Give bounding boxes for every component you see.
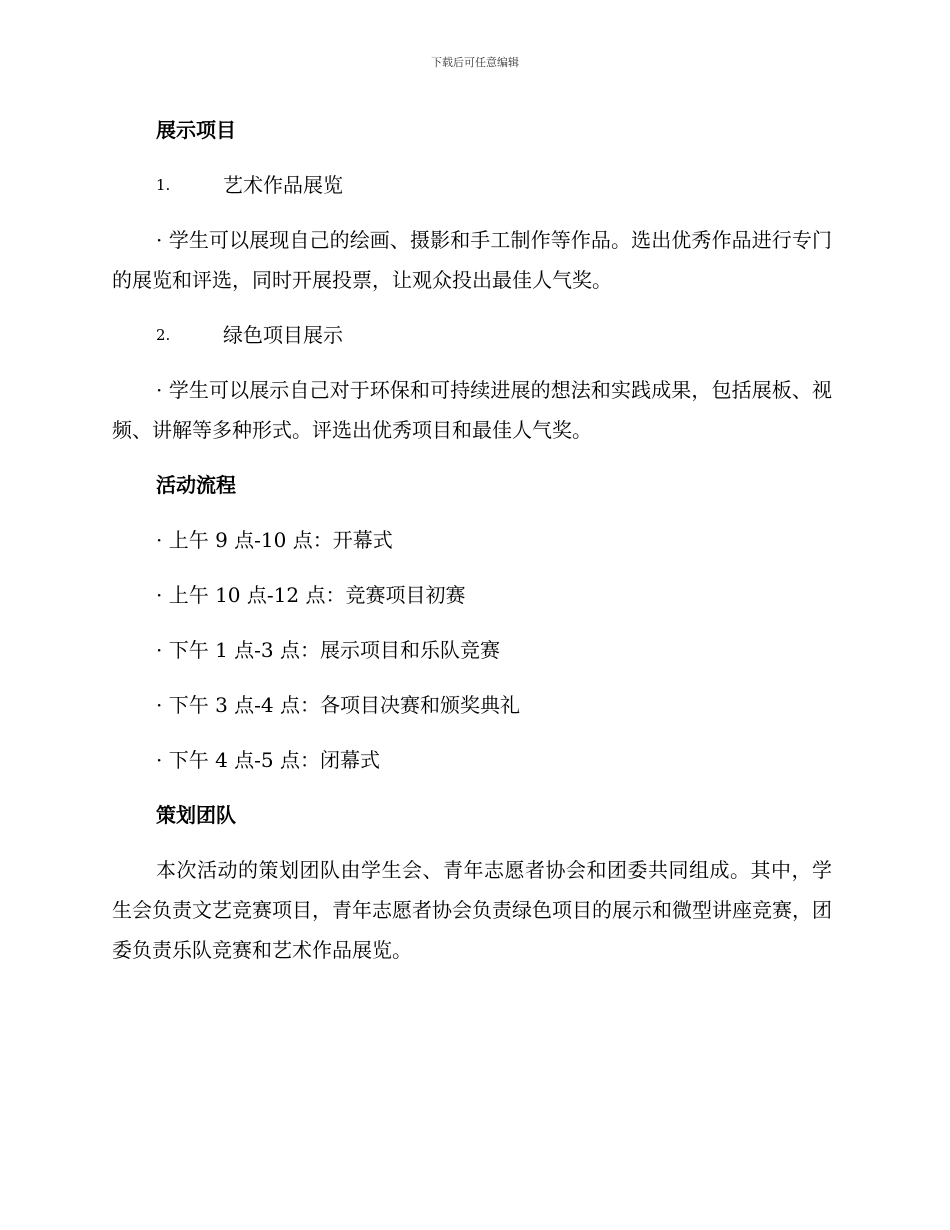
item-number: 1.	[156, 176, 171, 194]
team-description: 本次活动的策划团队由学生会、青年志愿者协会和团委共同组成。其中，学生会负责文艺竞赛项目，青年志愿者协会负责绿色项目的展示和微型讲座竞赛，团委负责乐队竞赛和艺术作品展览。	[112, 858, 832, 962]
schedule-item: · 下午 4 点-5 点：闭幕式	[156, 748, 380, 772]
schedule-item: · 下午 1 点-3 点：展示项目和乐队竞赛	[156, 638, 500, 662]
numbered-item-art	[112, 165, 832, 205]
schedule-item: · 下午 3 点-4 点：各项目决赛和颁奖典礼	[156, 693, 520, 717]
section-title-flow: 活动流程	[156, 473, 236, 497]
page-header: 下载后可任意编辑	[431, 56, 519, 69]
item-description-green: · 学生可以展示自己对于环保和可持续进展的想法和实践成果，包括展板、视频、讲解等多种形式。评选出优秀项目和最佳人气奖。	[112, 378, 832, 442]
item-label: 绿色项目展示	[223, 323, 343, 347]
item-label: 艺术作品展览	[223, 173, 343, 197]
item-description-art: · 学生可以展现自己的绘画、摄影和手工制作等作品。选出优秀作品进行专门的展览和评选，同时开展投票，让观众投出最佳人气奖。	[112, 228, 832, 292]
section-title-team: 策划团队	[156, 803, 236, 827]
section-title-show: 展示项目	[156, 118, 236, 142]
numbered-item-green	[112, 315, 832, 355]
document-body	[112, 110, 832, 985]
schedule-item: · 上午 10 点-12 点：竞赛项目初赛	[156, 583, 466, 607]
schedule-item: · 上午 9 点-10 点：开幕式	[156, 528, 393, 552]
item-number: 2.	[156, 326, 171, 344]
